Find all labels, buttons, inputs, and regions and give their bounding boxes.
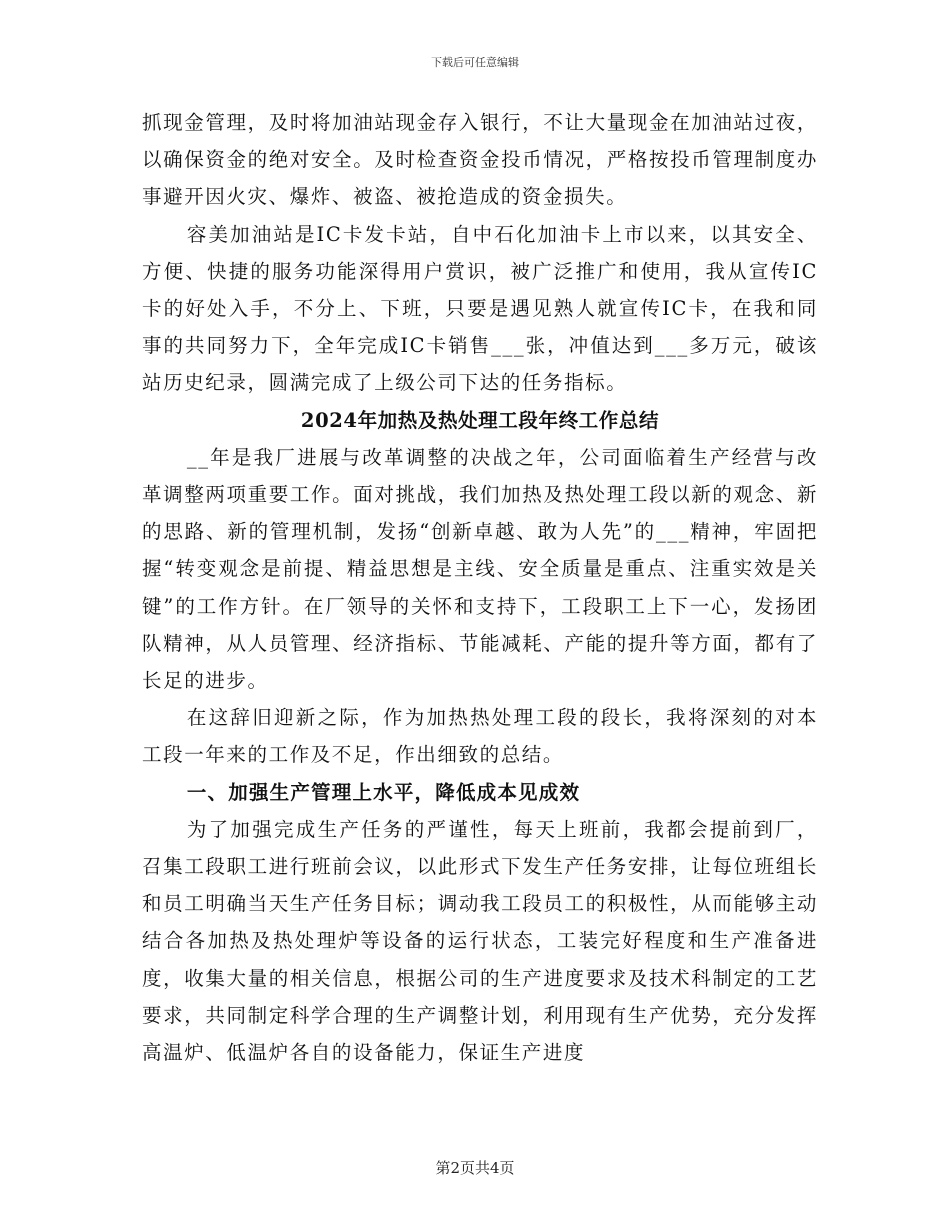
section-heading-1: 一、加强生产管理上水平，降低成本见成效 (186, 780, 581, 804)
paragraph-summary-intent: 在这辞旧迎新之际，作为加热热处理工段的段长，我将深刻的对本工段一年来的工作及不足，作出细致的总结。 (142, 706, 818, 767)
paragraph-cash-management: 抓现金管理，及时将加油站现金存入银行，不让大量现金在加油站过夜，以确保资金的绝对安全。及时检查资金投币情况，严格按投币管理制度办事避开因火灾、爆炸、被盗、被抢造成的资金损失。 (142, 111, 818, 209)
paragraph-production-management: 为了加强完成生产任务的严谨性，每天上班前，我都会提前到厂，召集工段职工进行班前会议，以此形式下发生产任务安排，让每位班组长和员工明确当天生产任务目标；调动我工段员工的积极性，从而能够主动结合各加热及热处理炉等设备的运行状态，工装完好程度和生产准备进度，收集大量的相关信息，根据公司的生产进度要求及技术科制定的工艺要求，共同制定科学合理的生产调整计划，利用现有生产优势，充分发挥高温炉、低温炉各自的设备能力，保证生产进度 (142, 817, 818, 1065)
page-footer: 第2页共4页 (435, 1159, 515, 1177)
paragraph-ic-card: 容美加油站是IC卡发卡站，自中石化加油卡上市以来，以其安全、方便、快捷的服务功能深得用户赏识，被广泛推广和使用，我从宣传IC卡的好处入手，不分上、下班，只要是遇见熟人就宣传IC卡，在我和同事的共同努力下，全年完成IC卡销售___张，冲值达到___多万元，破该站历史纪录，圆满完成了上级公司下达的任务指标。 (142, 222, 818, 395)
document-title: 2024年加热及热处理工段年终工作总结 (300, 408, 660, 432)
paragraph-intro: __年是我厂进展与改革调整的决战之年，公司面临着生产经营与改革调整两项重要工作。面对挑战，我们加热及热处理工段以新的观念、新的思路、新的管理机制，发扬“创新卓越、敢为人先”的___精神，牢固把握“转变观念是前提、精益思想是主线、安全质量是重点、注重实效是关键”的工作方针。在厂领导的关怀和支持下，工段职工上下一心，发扬团队精神，从人员管理、经济指标、节能减耗、产能的提升等方面，都有了长足的进步。 (142, 445, 818, 693)
header-note: 下载后可任意编辑 (431, 56, 519, 69)
document-body (142, 104, 818, 1071)
